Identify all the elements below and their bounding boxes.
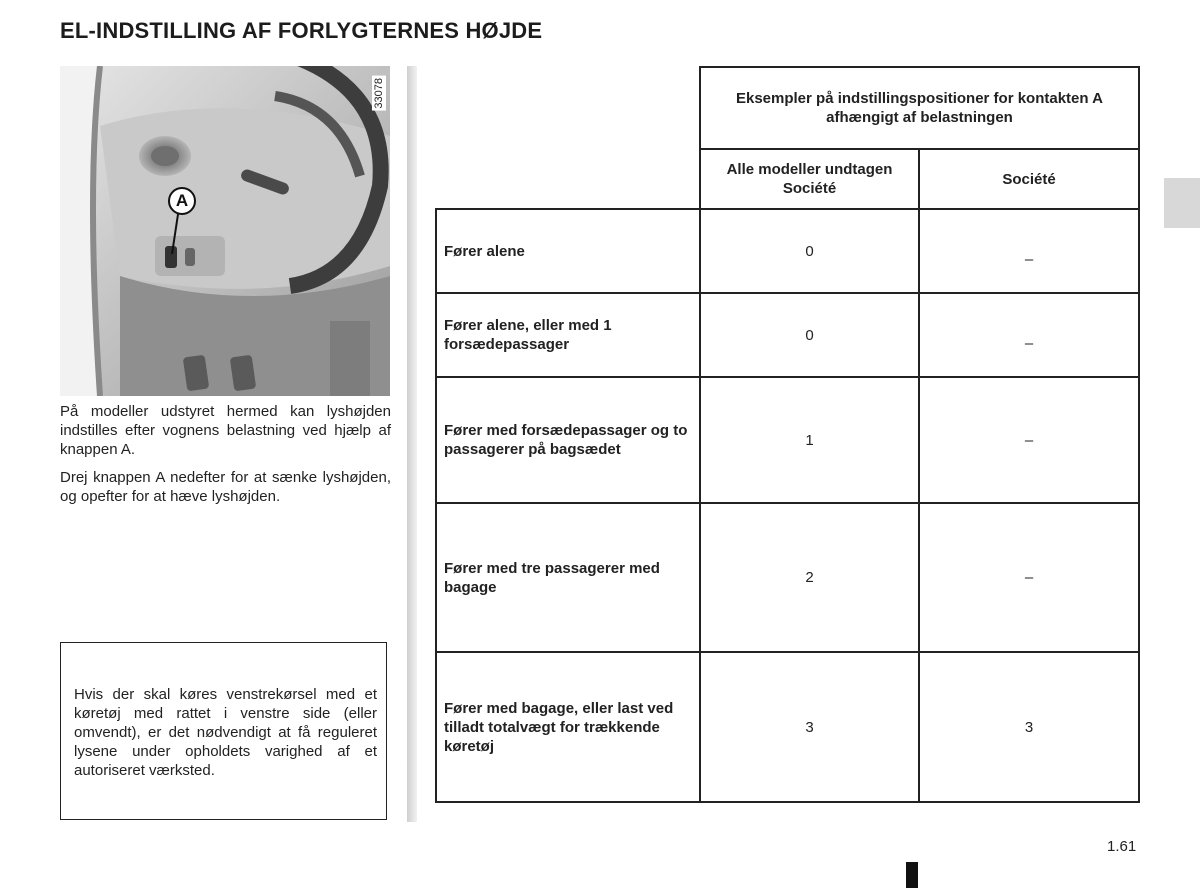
row-label: Fører med tre passagerer med bagage (435, 502, 701, 653)
row-value-societe: – (918, 292, 1140, 378)
row-value-societe: – (918, 502, 1140, 653)
load-settings-table (435, 66, 1140, 803)
row-value-all-models: 2 (699, 502, 920, 653)
row-label: Fører med forsædepassager og to passagerer på bagsædet (435, 376, 701, 504)
row-value-societe: 3 (918, 651, 1140, 803)
instruction-text: Drej knappen A nedefter for at sænke lyshøjden, og opefter for at hæve lyshøjden. (60, 469, 391, 505)
chapter-tab (1164, 178, 1200, 228)
row-value-all-models: 1 (699, 376, 920, 504)
figure-code: 33078 (373, 78, 385, 109)
dashboard-illustration (60, 66, 390, 396)
row-label: Fører alene (435, 208, 701, 294)
instruction-paragraph (60, 468, 391, 506)
print-mark (906, 862, 918, 888)
note-text: Hvis der skal køres venstrekørsel med et køretøj med rattet i venstre side (eller omvendt), er det nødvendigt at få reguleret lysene under opholdets varighed af et autoriseret værksted. (74, 686, 377, 779)
column-divider (407, 66, 417, 822)
column-header-societe: Société (918, 148, 1140, 210)
row-value-all-models: 0 (699, 292, 920, 378)
row-value-societe: – (918, 208, 1140, 294)
intro-paragraph (60, 402, 391, 459)
page-title: EL-INDSTILLING AF FORLYGTERNES HØJDE (60, 18, 543, 43)
page-number: 1.61 (1107, 838, 1137, 855)
note-box (60, 642, 387, 820)
row-label: Fører med bagage, eller last ved tilladt totalvægt for trækkende køretøj (435, 651, 701, 803)
row-label: Fører alene, eller med 1 forsædepassager (435, 292, 701, 378)
intro-text: På modeller udstyret hermed kan lyshøjden indstilles efter vognens belastning ved hjælp af knappen A. (60, 403, 391, 458)
callout-label-a: A (168, 187, 196, 215)
row-value-societe: – (918, 376, 1140, 504)
column-header-all-models: Alle modeller undtagen Société (699, 148, 920, 210)
row-value-all-models: 3 (699, 651, 920, 803)
row-value-all-models: 0 (699, 208, 920, 294)
table-main-header: Eksempler på indstillingspositioner for kontakten A afhængigt af belastningen (699, 66, 1140, 150)
dashboard-photo (60, 66, 390, 396)
